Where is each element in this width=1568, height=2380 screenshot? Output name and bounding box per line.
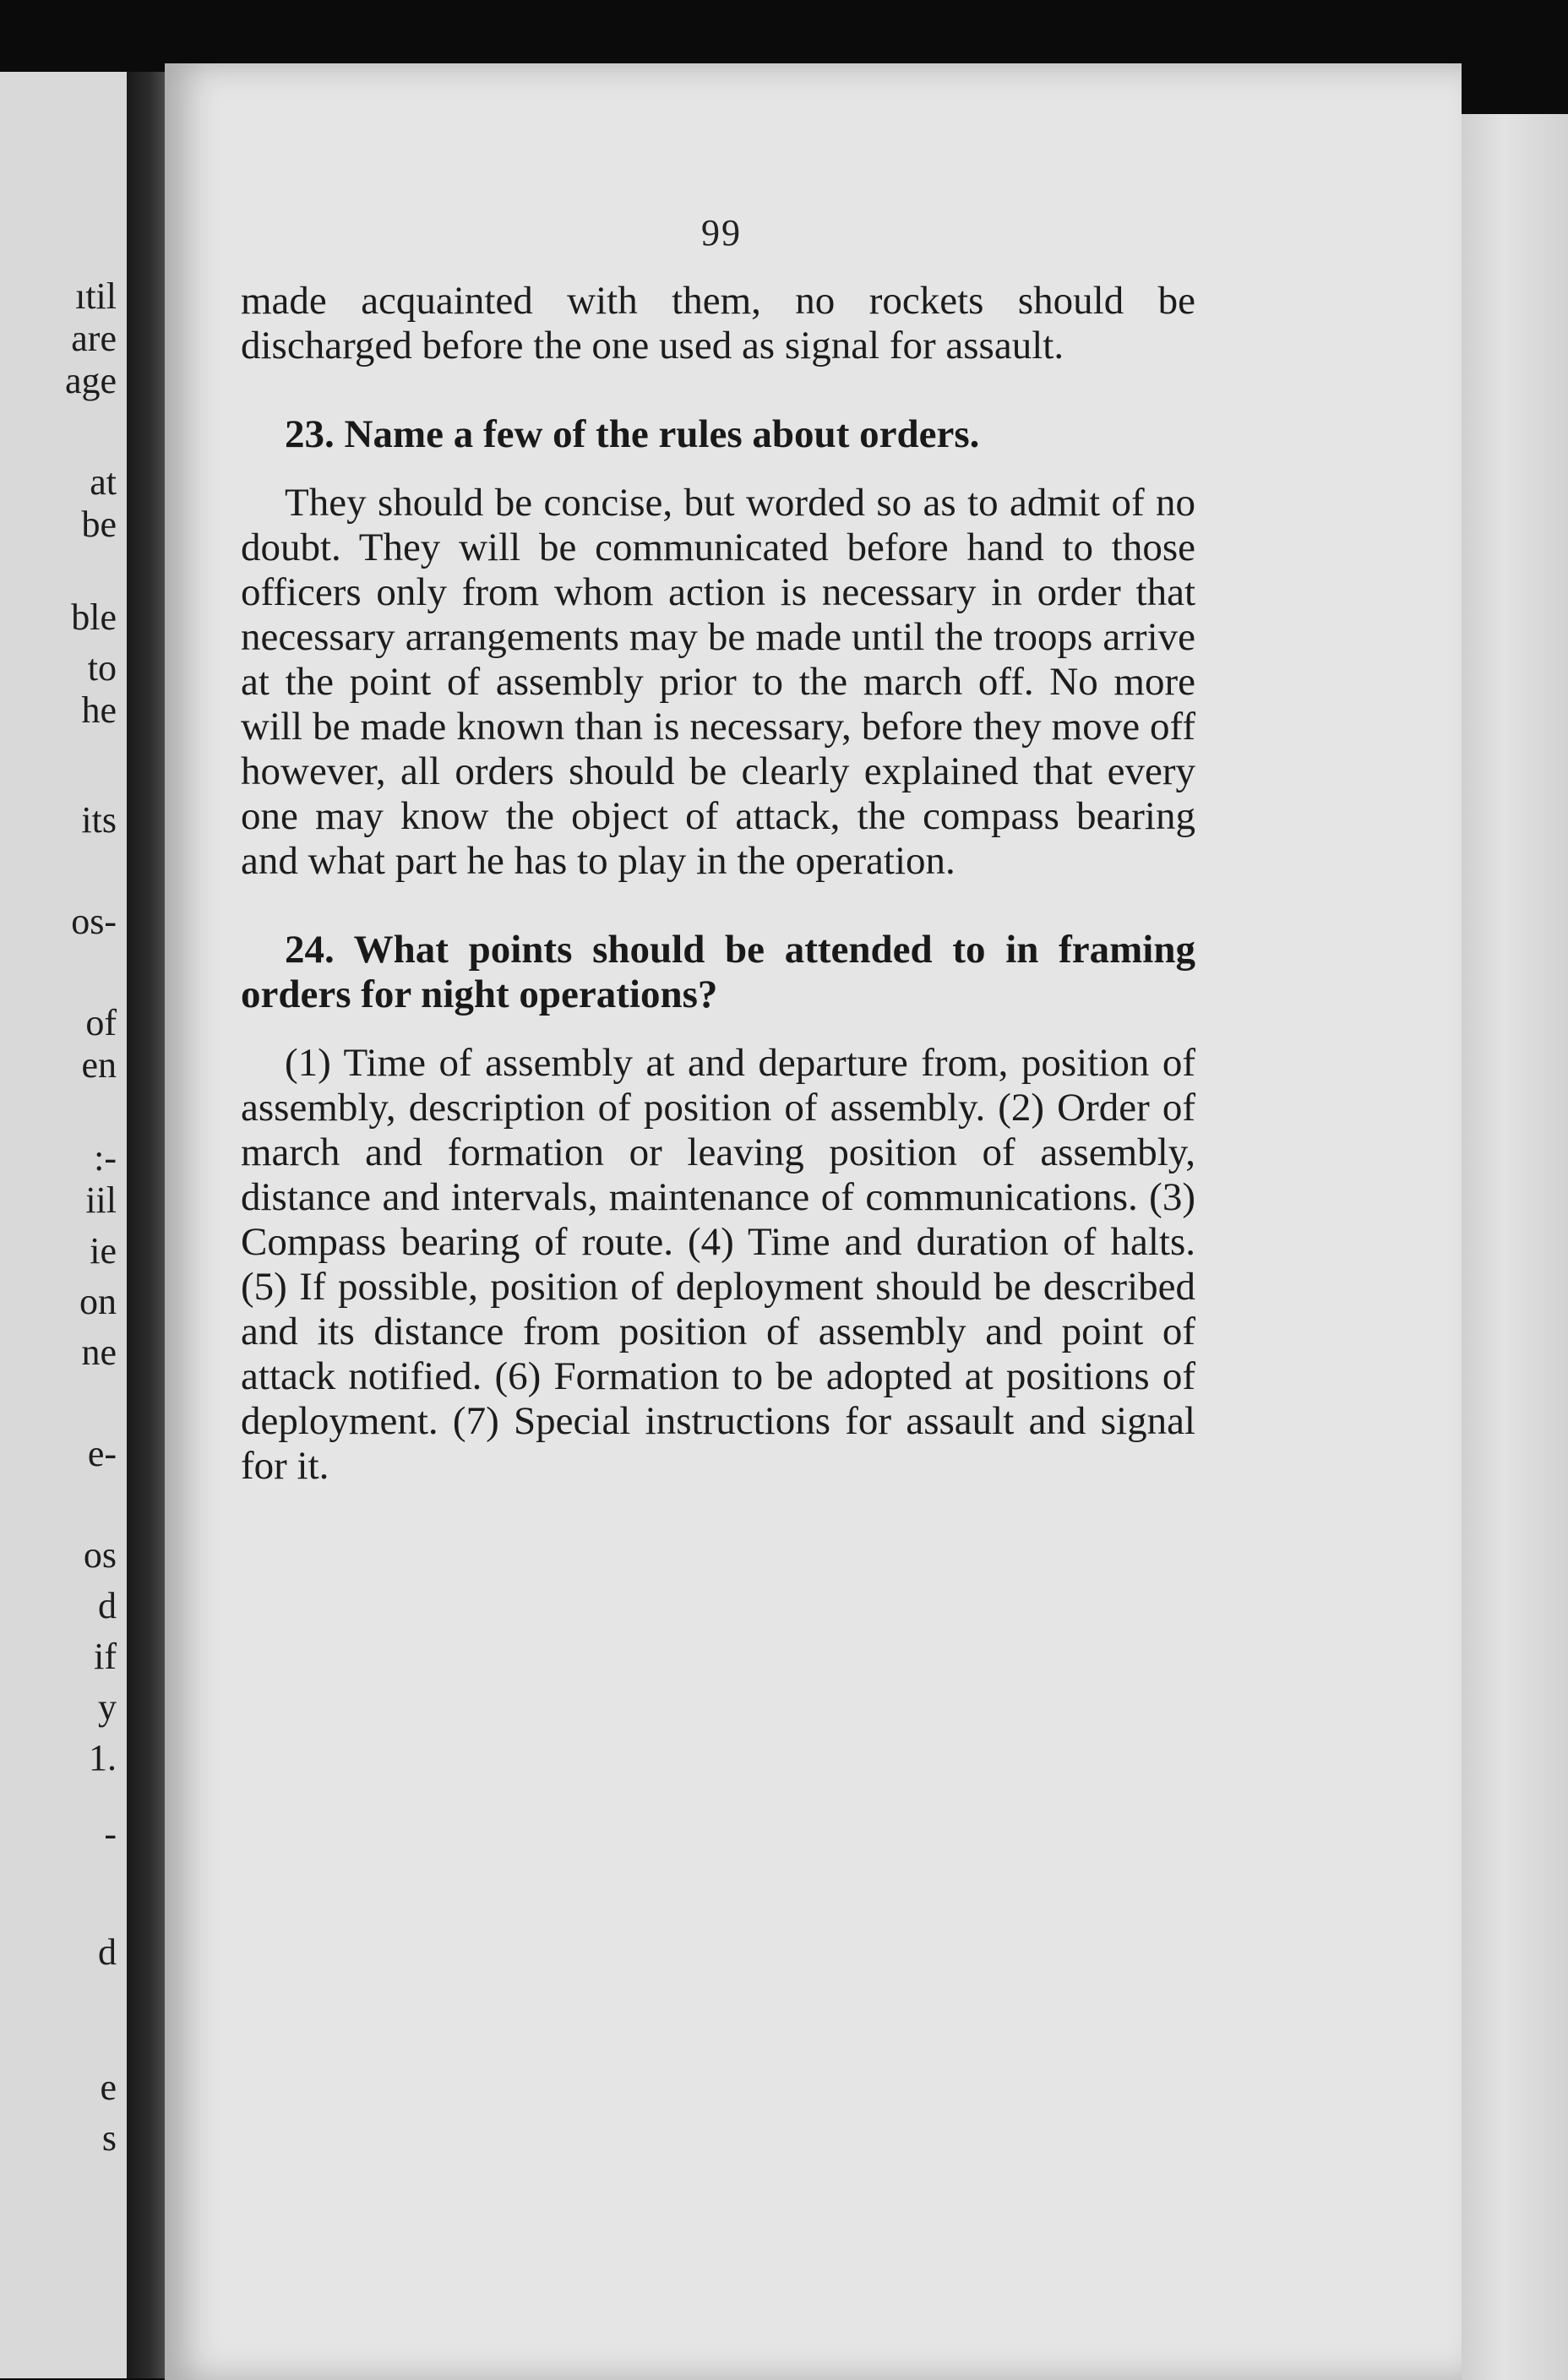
left-fragment: age [64,360,117,401]
answer-23: They should be concise, but worded so as to admit of no doubt. They will be communicated before hand to those officers only from whom action is necessary in order that necessary arrangements may be made until the troops arrive at the point of assembly prior to the march off. No more will be made known than is necessary, before they move off however, all orders should be clearly explained that every one may know the object of attack, the compass bearing and what part he has to play in the operation. [241,481,1195,883]
left-fragment: to [87,647,117,689]
left-fragment: s [101,2117,117,2159]
left-fragment: if [94,1636,117,1677]
left-fragment: on [79,1281,117,1322]
left-fragment: os [83,1534,117,1576]
question-23: 23. Name a few of the rules about orders. [285,412,980,456]
left-fragment: 1. [89,1737,117,1778]
left-fragment: at [90,461,117,503]
left-fragment: ie [90,1230,117,1272]
left-fragment: ıtil [75,275,117,317]
left-fragment: iil [85,1179,117,1221]
left-fragment: e- [87,1433,117,1474]
left-fragment: y [98,1686,117,1728]
left-fragment: - [104,1813,117,1854]
book-binding [127,72,165,2378]
left-fragment: e [100,2067,117,2108]
left-fragment: its [81,799,117,841]
page-edges [1462,114,1568,2380]
paragraph-continuation: made acquainted with them, no rockets should be discharged before the one used as signal for assault. [241,279,1195,368]
left-fragment: be [81,504,117,545]
left-fragment: os- [71,901,117,942]
left-fragment: :- [94,1137,117,1179]
left-fragment: ble [71,596,117,638]
left-fragment: are [71,318,117,359]
left-fragment: ne [81,1332,117,1373]
answer-24: (1) Time of assembly at and departure from, position of assembly, description of position of assembly. (2) Order of march and formation or leaving position of assembly, distance and intervals, maintenance of communications. (3) Compass bearing of route. (4) Time and duration of halts. (5) If possible, position of deployment should be described and its distance from position of assembly and point of attack notified. (6) Formation to be adopted at positions of deployment. (7) Special instructions for assault and signal for it. [241,1041,1195,1488]
left-fragment: he [81,689,117,731]
left-fragment: of [85,1002,117,1043]
page-number: 99 [701,212,742,253]
facing-page-left [0,72,127,2378]
left-fragment: en [81,1044,117,1086]
left-fragment: d [98,1931,117,1973]
page-body [241,279,1195,1489]
left-fragment: d [98,1585,117,1626]
question-24: 24. What points should be attended to in framing orders for night operations? [241,928,1195,1016]
